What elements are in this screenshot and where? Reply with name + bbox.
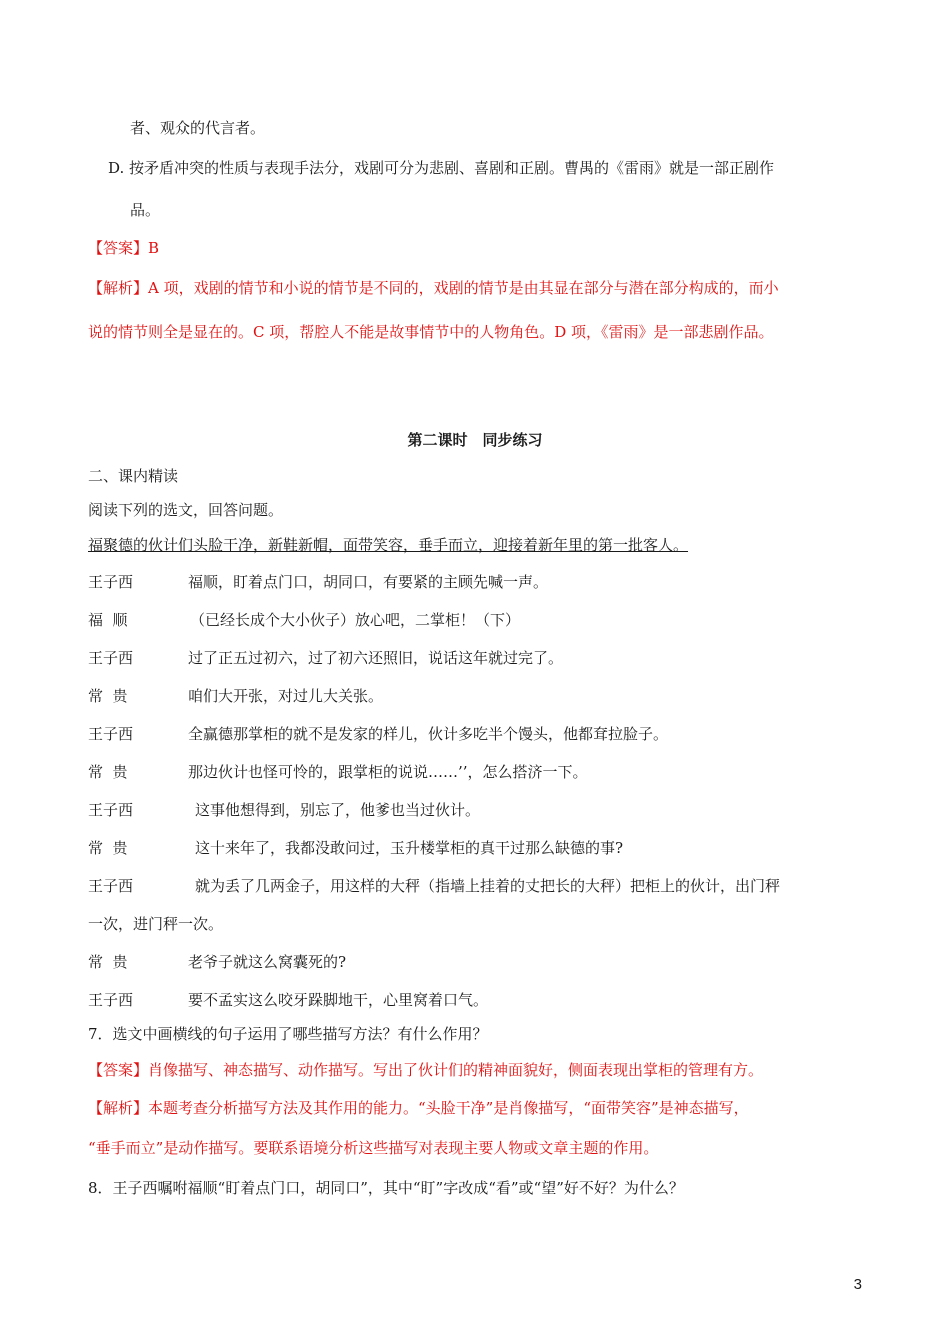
dialogue-speaker: 福 顺 bbox=[88, 611, 128, 629]
section-heading: 二、课内精读 bbox=[88, 467, 179, 485]
analysis-line2: 说的情节则全是显在的。C 项，帮腔人不能是故事情节中的人物角色。D 项，《雷雨》是一部悲剧作品。 bbox=[88, 323, 774, 341]
question-7-answer: 【答案】肖像描写、神态描写、动作描写。写出了伙计们的精神面貌好，侧面表现出掌柜的管理有方。 bbox=[88, 1061, 764, 1079]
dialogue-line: 那边伙计也怪可怜的，跟掌柜的说说……’’，怎么搭济一下。 bbox=[188, 763, 588, 781]
question-7: 7．选文中画横线的句子运用了哪些描写方法？有什么作用？ bbox=[88, 1025, 488, 1043]
dialogue-speaker: 王子西 bbox=[88, 877, 134, 895]
dialogue-speaker: 常 贵 bbox=[88, 687, 128, 705]
answer-line: 【答案】B bbox=[88, 239, 160, 257]
dialogue-line: 全赢德那掌柜的就不是发家的样儿，伙计多吃半个馒头，他都耷拉脸子。 bbox=[188, 725, 669, 743]
dialogue-line: （已经长成个大小伙子）放心吧，二掌柜！（下） bbox=[190, 611, 521, 629]
dialogue-speaker: 王子西 bbox=[88, 573, 134, 591]
reading-instruction: 阅读下列的选文，回答问题。 bbox=[88, 501, 284, 519]
dialogue-line-continuation: 一次，进门秤一次。 bbox=[88, 915, 224, 933]
option-d-line2: 品。 bbox=[130, 201, 161, 219]
dialogue-speaker: 王子西 bbox=[88, 725, 134, 743]
dialogue-line: 咱们大开张，对过儿大关张。 bbox=[188, 687, 384, 705]
option-c-continuation: 者、观众的代言者。 bbox=[130, 119, 266, 137]
dialogue-speaker: 王子西 bbox=[88, 649, 134, 667]
question-7-analysis-line2: “垂手而立”是动作描写。要联系语境分析这些描写对表现主要人物或文章主题的作用。 bbox=[88, 1139, 659, 1157]
underlined-sentence: 福聚德的伙计们头脸干净，新鞋新帽，面带笑容，垂手而立，迎接着新年里的第一批客人。 bbox=[88, 536, 689, 554]
dialogue-line: 这十来年了，我都没敢问过，玉升楼掌柜的真干过那么缺德的事? bbox=[195, 839, 624, 857]
dialogue-line: 老爷子就这么窝囊死的? bbox=[188, 953, 347, 971]
dialogue-line: 要不孟实这么咬牙跺脚地干，心里窝着口气。 bbox=[188, 991, 489, 1009]
dialogue-speaker: 常 贵 bbox=[88, 839, 128, 857]
dialogue-line: 福顺，盯着点门口，胡同口，有要紧的主顾先喊一声。 bbox=[188, 573, 549, 591]
dialogue-speaker: 王子西 bbox=[88, 801, 134, 819]
dialogue-speaker: 王子西 bbox=[88, 991, 134, 1009]
question-8: 8．王子西嘱咐福顺“盯着点门口，胡同口”，其中“盯”字改成“看”或“望”好不好？为什么？ bbox=[88, 1179, 684, 1197]
page-number: 3 bbox=[853, 1276, 862, 1293]
dialogue-line: 就为丢了几两金子，用这样的大秤（指墙上挂着的丈把长的大秤）把柜上的伙计，出门秤 bbox=[195, 877, 781, 895]
analysis-line1: 【解析】A 项，戏剧的情节和小说的情节是不同的，戏剧的情节是由其显在部分与潜在部分构成的，而小 bbox=[88, 279, 779, 297]
dialogue-line: 过了正五过初六，过了初六还照旧，说话这年就过完了。 bbox=[188, 649, 564, 667]
section-title: 第二课时 同步练习 bbox=[407, 431, 543, 449]
dialogue-speaker: 常 贵 bbox=[88, 953, 128, 971]
option-d-line1: D. 按矛盾冲突的性质与表现手法分，戏剧可分为悲剧、喜剧和正剧。曹禺的《雷雨》就是一部正剧作 bbox=[108, 159, 775, 177]
dialogue-line: 这事他想得到，别忘了，他爹也当过伙计。 bbox=[195, 801, 481, 819]
dialogue-speaker: 常 贵 bbox=[88, 763, 128, 781]
question-7-analysis-line1: 【解析】本题考查分析描写方法及其作用的能力。“头脸干净”是肖像描写，“面带笑容”是神态描写， bbox=[88, 1099, 749, 1117]
